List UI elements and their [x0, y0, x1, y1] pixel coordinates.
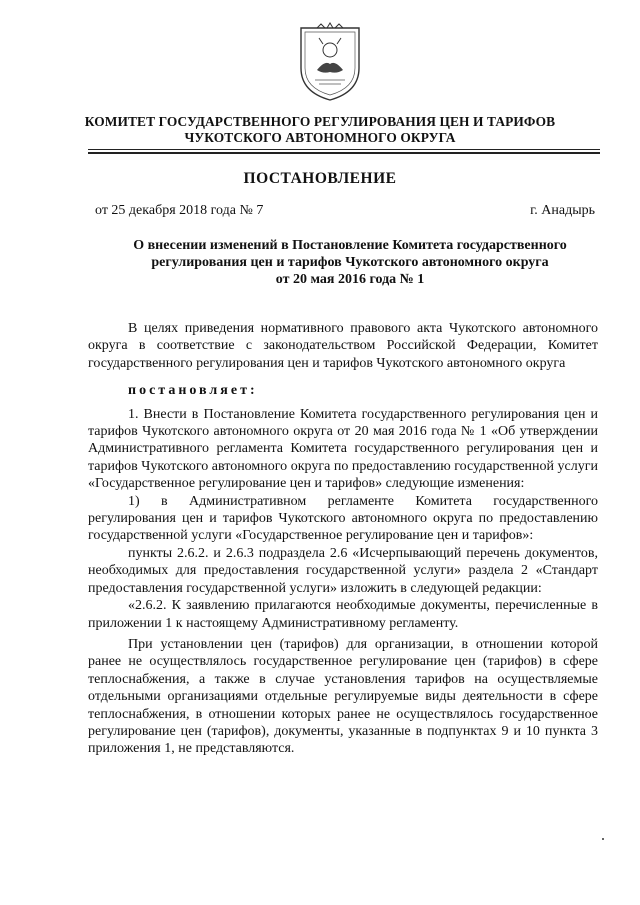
paragraph-item-1-1: 1) в Административном регламенте Комитета государственного регулирования цен и тарифов Чукотского автономного округа по предоставлению государственной услуги «Государственное регулирование цен и тарифов»: — [88, 493, 598, 544]
org-line-1: КОМИТЕТ ГОСУДАРСТВЕННОГО РЕГУЛИРОВАНИЯ ЦЕН И ТАРИФОВ — [84, 114, 556, 129]
scan-speck — [602, 838, 604, 840]
subject-line-1: О внесении изменений в Постановление Комитета государственного — [133, 238, 567, 253]
header-rule-thick — [88, 152, 600, 154]
document-title: ПОСТАНОВЛЕНИЕ — [243, 170, 397, 187]
coat-of-arms-icon — [295, 22, 365, 104]
city: г. Анадырь — [530, 203, 595, 218]
document-subject — [100, 237, 600, 288]
document-body — [88, 320, 598, 758]
date-number: от 25 декабря 2018 года № 7 — [95, 203, 264, 218]
resolves-heading: постановляет: — [128, 383, 258, 399]
paragraph-item-1: 1. Внести в Постановление Комитета государственного регулирования цен и тарифов Чукотского автономного округа от 20 мая 2016 года № 1 «Об утверждении Административного регламента Комитета государственного регулирования цен и тарифов Чукотского автономного округа по предоставлению государственной услуги «Государственное регулирование цен и тарифов» следующие изменения: — [88, 406, 598, 492]
header-rule-thin — [88, 149, 600, 150]
subject-line-3: от 20 мая 2016 года № 1 — [275, 272, 425, 287]
organization-name — [40, 114, 600, 146]
subject-line-2: регулирования цен и тарифов Чукотского автономного округа — [151, 255, 549, 270]
date-line — [95, 203, 595, 219]
preamble-paragraph: В целях приведения нормативного правового акта Чукотского автономного округа в соответствие с законодательством Российской Федерации, Комитет государственного регулирования цен и тарифов Чукотского автономного округа — [88, 321, 598, 371]
paragraph-points: пункты 2.6.2. и 2.6.3 подраздела 2.6 «Исчерпывающий перечень документов, необходимых для предоставления государственной услуги» раздела 2 «Стандарт предоставления государственной услуги» изложить в следующей редакции: — [88, 545, 598, 596]
paragraph-2-6-2: «2.6.2. К заявлению прилагаются необходимые документы, перечисленные в приложении 1 к настоящему Административному регламенту. — [88, 598, 598, 631]
org-line-2: ЧУКОТСКОГО АВТОНОМНОГО ОКРУГА — [184, 130, 456, 145]
paragraph-2-6-2-continued: При установлении цен (тарифов) для организации, в отношении которой ранее не осуществлялось государственное регулирование цен (тарифов) в сфере теплоснабжения, а также в случае установления тарифов на осуществляемые отдельными организациями отдельные регулируемые виды деятельности в сфере теплоснабжения, в отношении которых ранее не осуществлялось государственное регулирование цен (тарифов), документы, указанные в подпунктах 9 и 10 пункта 3 приложения 1, не представляются. — [88, 636, 598, 757]
